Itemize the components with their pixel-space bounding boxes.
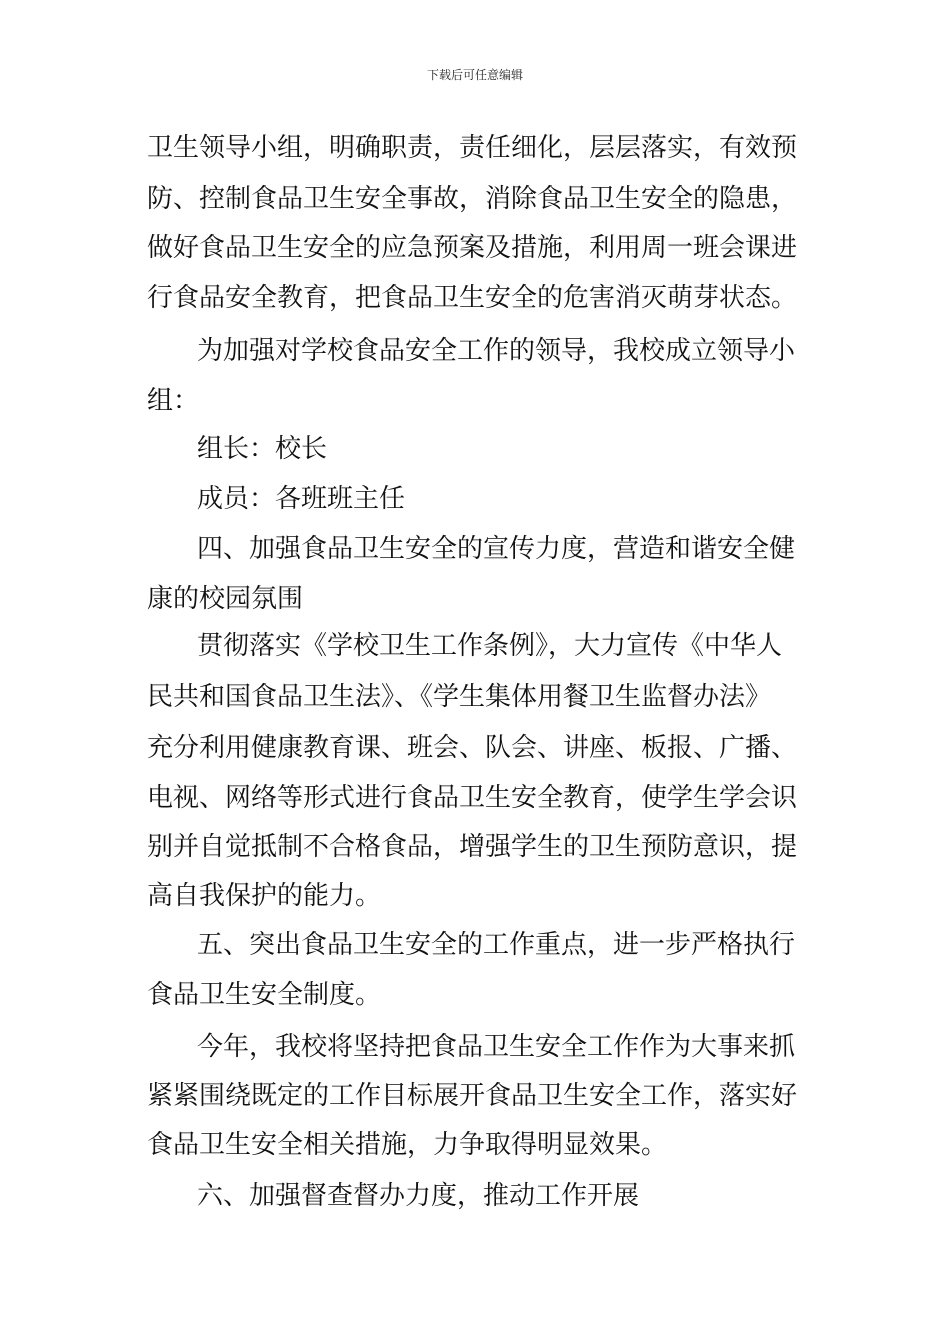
body-line: 成员：各班班主任 [197,484,406,514]
section-heading: 六、加强督查督办力度，推动工作开展 [197,1181,640,1211]
page-header: 下载后可任意编辑 [426,68,523,82]
body-line: 今年，我校将坚持把食品卫生安全工作作为大事来抓 [197,1032,796,1062]
body-line: 紧紧围绕既定的工作目标展开食品卫生安全工作，落实好 [147,1081,798,1111]
body-line: 电视、网络等形式进行食品卫生安全教育，使学生学会识 [147,783,798,813]
section-heading: 食品卫生安全制度。 [147,980,382,1010]
body-line: 食品卫生安全相关措施，力争取得明显效果。 [147,1130,668,1160]
body-line: 防、控制食品卫生安全事故，消除食品卫生安全的隐患， [147,184,798,214]
body-line: 民共和国食品卫生法》、《学生集体用餐卫生监督办法》 [147,682,772,712]
body-line: 组长：校长 [197,434,328,464]
body-line: 做好食品卫生安全的应急预案及措施，利用周一班会课进 [147,233,798,263]
body-line: 为加强对学校食品安全工作的领导，我校成立领导小 [197,336,796,366]
body-line: 充分利用健康教育课、班会、队会、讲座、板报、广播、 [147,733,798,763]
body-line: 卫生领导小组，明确职责，责任细化，层层落实，有效预 [147,133,798,163]
section-heading: 康的校园氛围 [147,584,304,614]
section-heading: 四、加强食品卫生安全的宣传力度，营造和谐安全健 [197,534,796,564]
body-line: 贯彻落实《学校卫生工作条例》，大力宣传《中华人 [197,631,783,661]
section-heading: 五、突出食品卫生安全的工作重点，进一步严格执行 [197,930,796,960]
body-line: 组： [147,386,200,416]
body-line: 行食品安全教育，把食品卫生安全的危害消灭萌芽状态。 [147,283,798,313]
body-line: 别并自觉抵制不合格食品，增强学生的卫生预防意识，提 [147,832,798,862]
body-line: 高自我保护的能力。 [147,881,382,911]
